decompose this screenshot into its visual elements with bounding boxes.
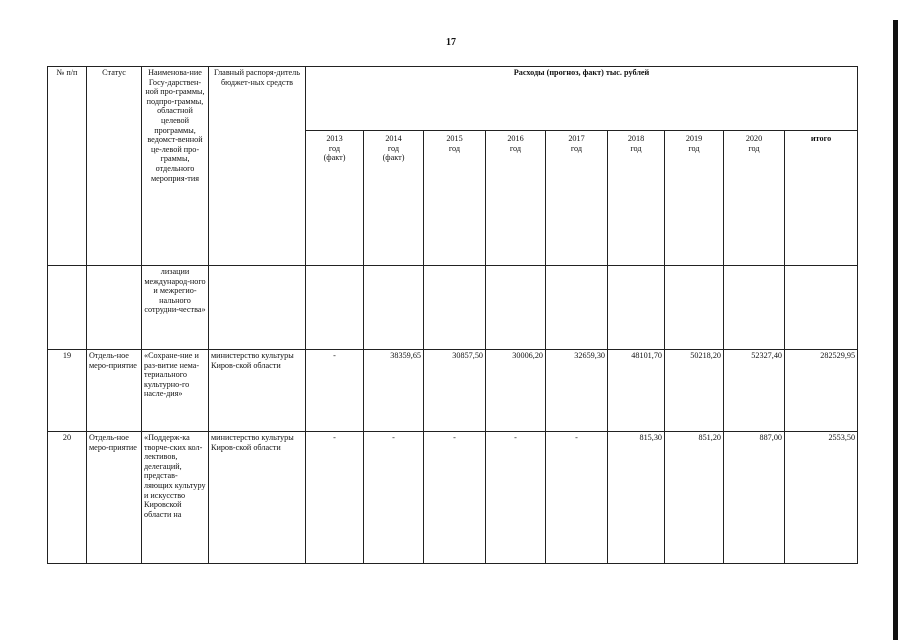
cell-name: «Сохране-ние и раз-витие нема-териального культурно-го насле-дия» (142, 350, 209, 432)
cell-continuation-name: лизации международ-ного и межрегио-нального сотрудни-чества» (142, 266, 209, 350)
table-row (48, 350, 858, 432)
cell-value-2014: - (364, 432, 424, 564)
cell-value-total: 2553,50 (785, 432, 858, 564)
cell-status: Отдель-ное меро-приятие (87, 350, 142, 432)
header-row-top (48, 67, 858, 131)
cell-empty (608, 266, 665, 350)
header-year-2014 (364, 131, 424, 266)
cell-empty (785, 266, 858, 350)
cell-value-2016: 30006,20 (486, 350, 546, 432)
header-year-2018 (608, 131, 665, 266)
cell-value-2016: - (486, 432, 546, 564)
cell-value-2017: 32659,30 (546, 350, 608, 432)
cell-distributor: министерство культуры Киров-ской области (209, 432, 306, 564)
cell-value-2013: - (306, 350, 364, 432)
year-unit: год (448, 143, 461, 153)
cell-empty (48, 266, 87, 350)
scan-edge-bar (893, 20, 898, 640)
year-label: 2014 (385, 134, 402, 143)
cell-empty (486, 266, 546, 350)
cell-empty (306, 266, 364, 350)
header-name: Наименова-ние Госу-дарствен-ной про-граммы, подпро-граммы, областной целевой программы, ведомст-венной це-левой про-граммы, отдельного мероприя-тия (142, 67, 209, 266)
header-total: итого (785, 131, 858, 266)
cell-value-2017: - (546, 432, 608, 564)
header-year-2019 (665, 131, 724, 266)
cell-empty (724, 266, 785, 350)
cell-value-2015: - (424, 432, 486, 564)
year-note: (факт) (382, 153, 405, 163)
cell-value-2020: 52327,40 (724, 350, 785, 432)
cell-name: «Поддерж-ка творче-ских кол-лективов, делегаций, представ-ляющих культуру и искусство Кировской области на (142, 432, 209, 564)
year-label: 2018 (627, 134, 645, 143)
header-year-2016 (486, 131, 546, 266)
year-note: (факт) (323, 153, 346, 163)
year-unit: год (630, 143, 642, 153)
year-unit: год (570, 143, 583, 153)
cell-empty (424, 266, 486, 350)
year-unit: год (328, 143, 341, 153)
cell-value-2019: 851,20 (665, 432, 724, 564)
cell-value-2020: 887,00 (724, 432, 785, 564)
page-number: 17 (446, 37, 456, 48)
cell-value-2018: 815,30 (608, 432, 665, 564)
header-distributor: Главный распоря-дитель бюджет-ных средств (209, 67, 306, 266)
cell-empty (87, 266, 142, 350)
year-label: 2020 (745, 134, 763, 143)
cell-num: 19 (48, 350, 87, 432)
header-year-2013 (306, 131, 364, 266)
header-status: Статус (87, 67, 142, 266)
cell-empty (665, 266, 724, 350)
cell-value-2014: 38359,65 (364, 350, 424, 432)
year-label: 2017 (568, 134, 585, 143)
header-num: № п/п (48, 67, 87, 266)
table-row (48, 432, 858, 564)
cell-value-2019: 50218,20 (665, 350, 724, 432)
cell-distributor: министерство культуры Киров-ской области (209, 350, 306, 432)
year-label: 2015 (446, 134, 463, 143)
cell-empty (546, 266, 608, 350)
budget-table (47, 66, 858, 564)
cell-status: Отдель-ное меро-приятие (87, 432, 142, 564)
cell-empty (209, 266, 306, 350)
cell-value-2015: 30857,50 (424, 350, 486, 432)
cell-value-total: 282529,95 (785, 350, 858, 432)
header-year-2020 (724, 131, 785, 266)
year-label: 2016 (507, 134, 524, 143)
year-unit: год (688, 143, 700, 153)
table-row-continuation (48, 266, 858, 350)
cell-value-2018: 48101,70 (608, 350, 665, 432)
year-unit: год (748, 143, 760, 153)
year-label: 2019 (685, 134, 703, 143)
cell-empty (364, 266, 424, 350)
cell-num: 20 (48, 432, 87, 564)
year-unit: год (387, 143, 400, 153)
cell-value-2013: - (306, 432, 364, 564)
year-unit: год (509, 143, 522, 153)
header-year-2017 (546, 131, 608, 266)
year-label: 2013 (326, 134, 343, 143)
header-year-2015 (424, 131, 486, 266)
header-expenses: Расходы (прогноз, факт) тыс. рублей (306, 67, 858, 131)
